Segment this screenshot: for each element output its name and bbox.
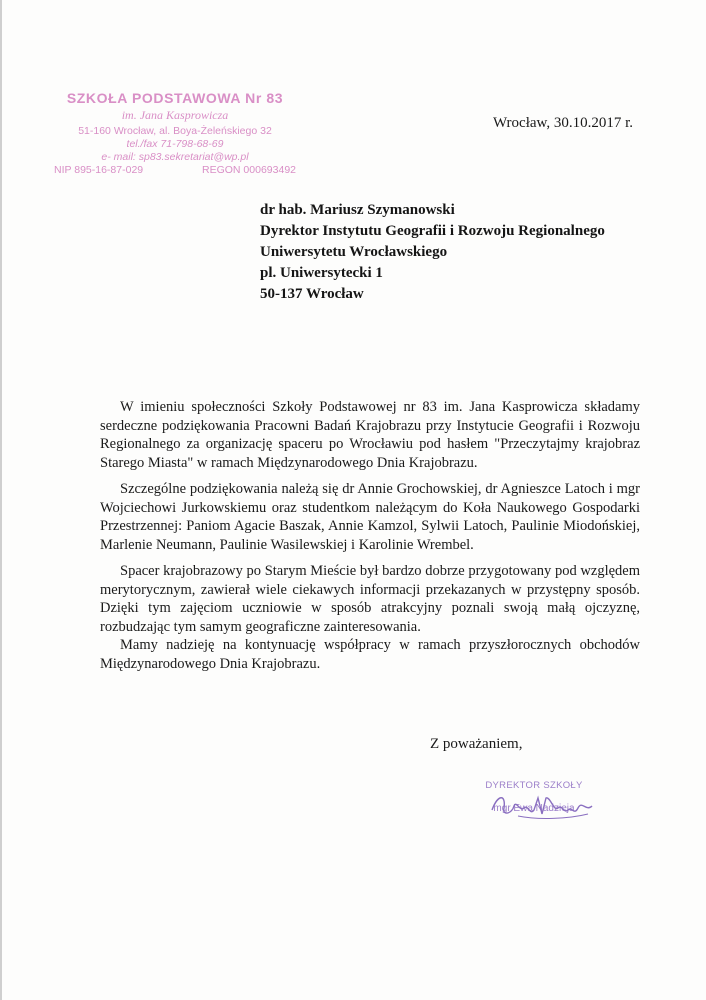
recipient-institution: Uniwersytetu Wrocławskiego xyxy=(260,244,448,260)
signature-stamp-title: DYREKTOR SZKOŁY xyxy=(485,780,583,791)
paragraph-walk: Spacer krajobrazowy po Starym Mieście był bardzo dobrze przygotowany pod względem merytorycznym, zawierał wiele ciekawych informacji przekazanych w przystępny sposób. Dzięki tym zajęciom uczniowie w sposób atrakcyjny poznali swoją małą ojczyznę, rozbudzając tym samym geograficzne zainteresowania. xyxy=(100,563,640,635)
closing-phrase: Z poważaniem, xyxy=(430,736,523,752)
recipient-name: dr hab. Mariusz Szymanowski xyxy=(260,202,455,218)
letter-body xyxy=(100,398,640,681)
paragraph-cooperation: Mamy nadzieję na kontynuację współpracy w ramach przyszłorocznych obchodów Międzynarodowego Dnia Krajobrazu. xyxy=(100,637,640,672)
paragraph-thanks: W imieniu społeczności Szkoły Podstawowej nr 83 im. Jana Kasprowicza składamy serdeczne podziękowania Pracowni Badań Krajobrazu przy Instytucie Geografii i Rozwoju Regionalnego za organizację spaceru po Wrocławiu pod hasłem "Przeczytajmy krajobraz Starego Miasta" w ramach Międzynarodowego Dnia Krajobrazu. xyxy=(100,399,640,471)
signature-stamp xyxy=(474,780,594,814)
stamp-address: 51-160 Wrocław, al. Boya-Żeleńskiego 32 xyxy=(78,125,272,137)
stamp-nip: NIP 895-16-87-029 xyxy=(54,164,144,176)
stamp-patron: im. Jana Kasprowicza xyxy=(121,108,229,122)
recipient-street: pl. Uniwersytecki 1 xyxy=(260,265,383,281)
recipient-city: 50-137 Wrocław xyxy=(260,286,364,302)
school-stamp xyxy=(50,90,300,177)
recipient-title: Dyrektor Instytutu Geografii i Rozwoju Regionalnego xyxy=(260,223,605,239)
recipient-address xyxy=(260,200,605,305)
stamp-phone: tel./fax 71-798-68-69 xyxy=(126,138,224,150)
paragraph-acknowledgements: Szczególne podziękowania należą się dr Annie Grochowskiej, dr Agnieszce Latoch i mgr Wojciechowi Jurkowskiemu oraz studentkom należącym do Koła Naukowego Gospodarki Przestrzennej: Paniom Agacie Baszak, Annie Kamzol, Sylwii Latoch, Paulinie Miodońskiej, Marlenie Neumann, Paulinie Wasilewskiej i Karolinie Wrembel. xyxy=(100,481,640,553)
signature-stamp-name: mgr Ewa Nadzieja xyxy=(493,803,575,814)
stamp-regon: REGON 000693492 xyxy=(202,164,296,176)
scan-edge xyxy=(0,0,2,1000)
handwritten-signature xyxy=(488,786,598,824)
stamp-ids xyxy=(50,164,300,177)
stamp-school-name: SZKOŁA PODSTAWOWA Nr 83 xyxy=(66,90,284,106)
stamp-email: e- mail: sp83.sekretariat@wp.pl xyxy=(101,151,249,163)
letter-date: Wrocław, 30.10.2017 r. xyxy=(493,115,634,131)
